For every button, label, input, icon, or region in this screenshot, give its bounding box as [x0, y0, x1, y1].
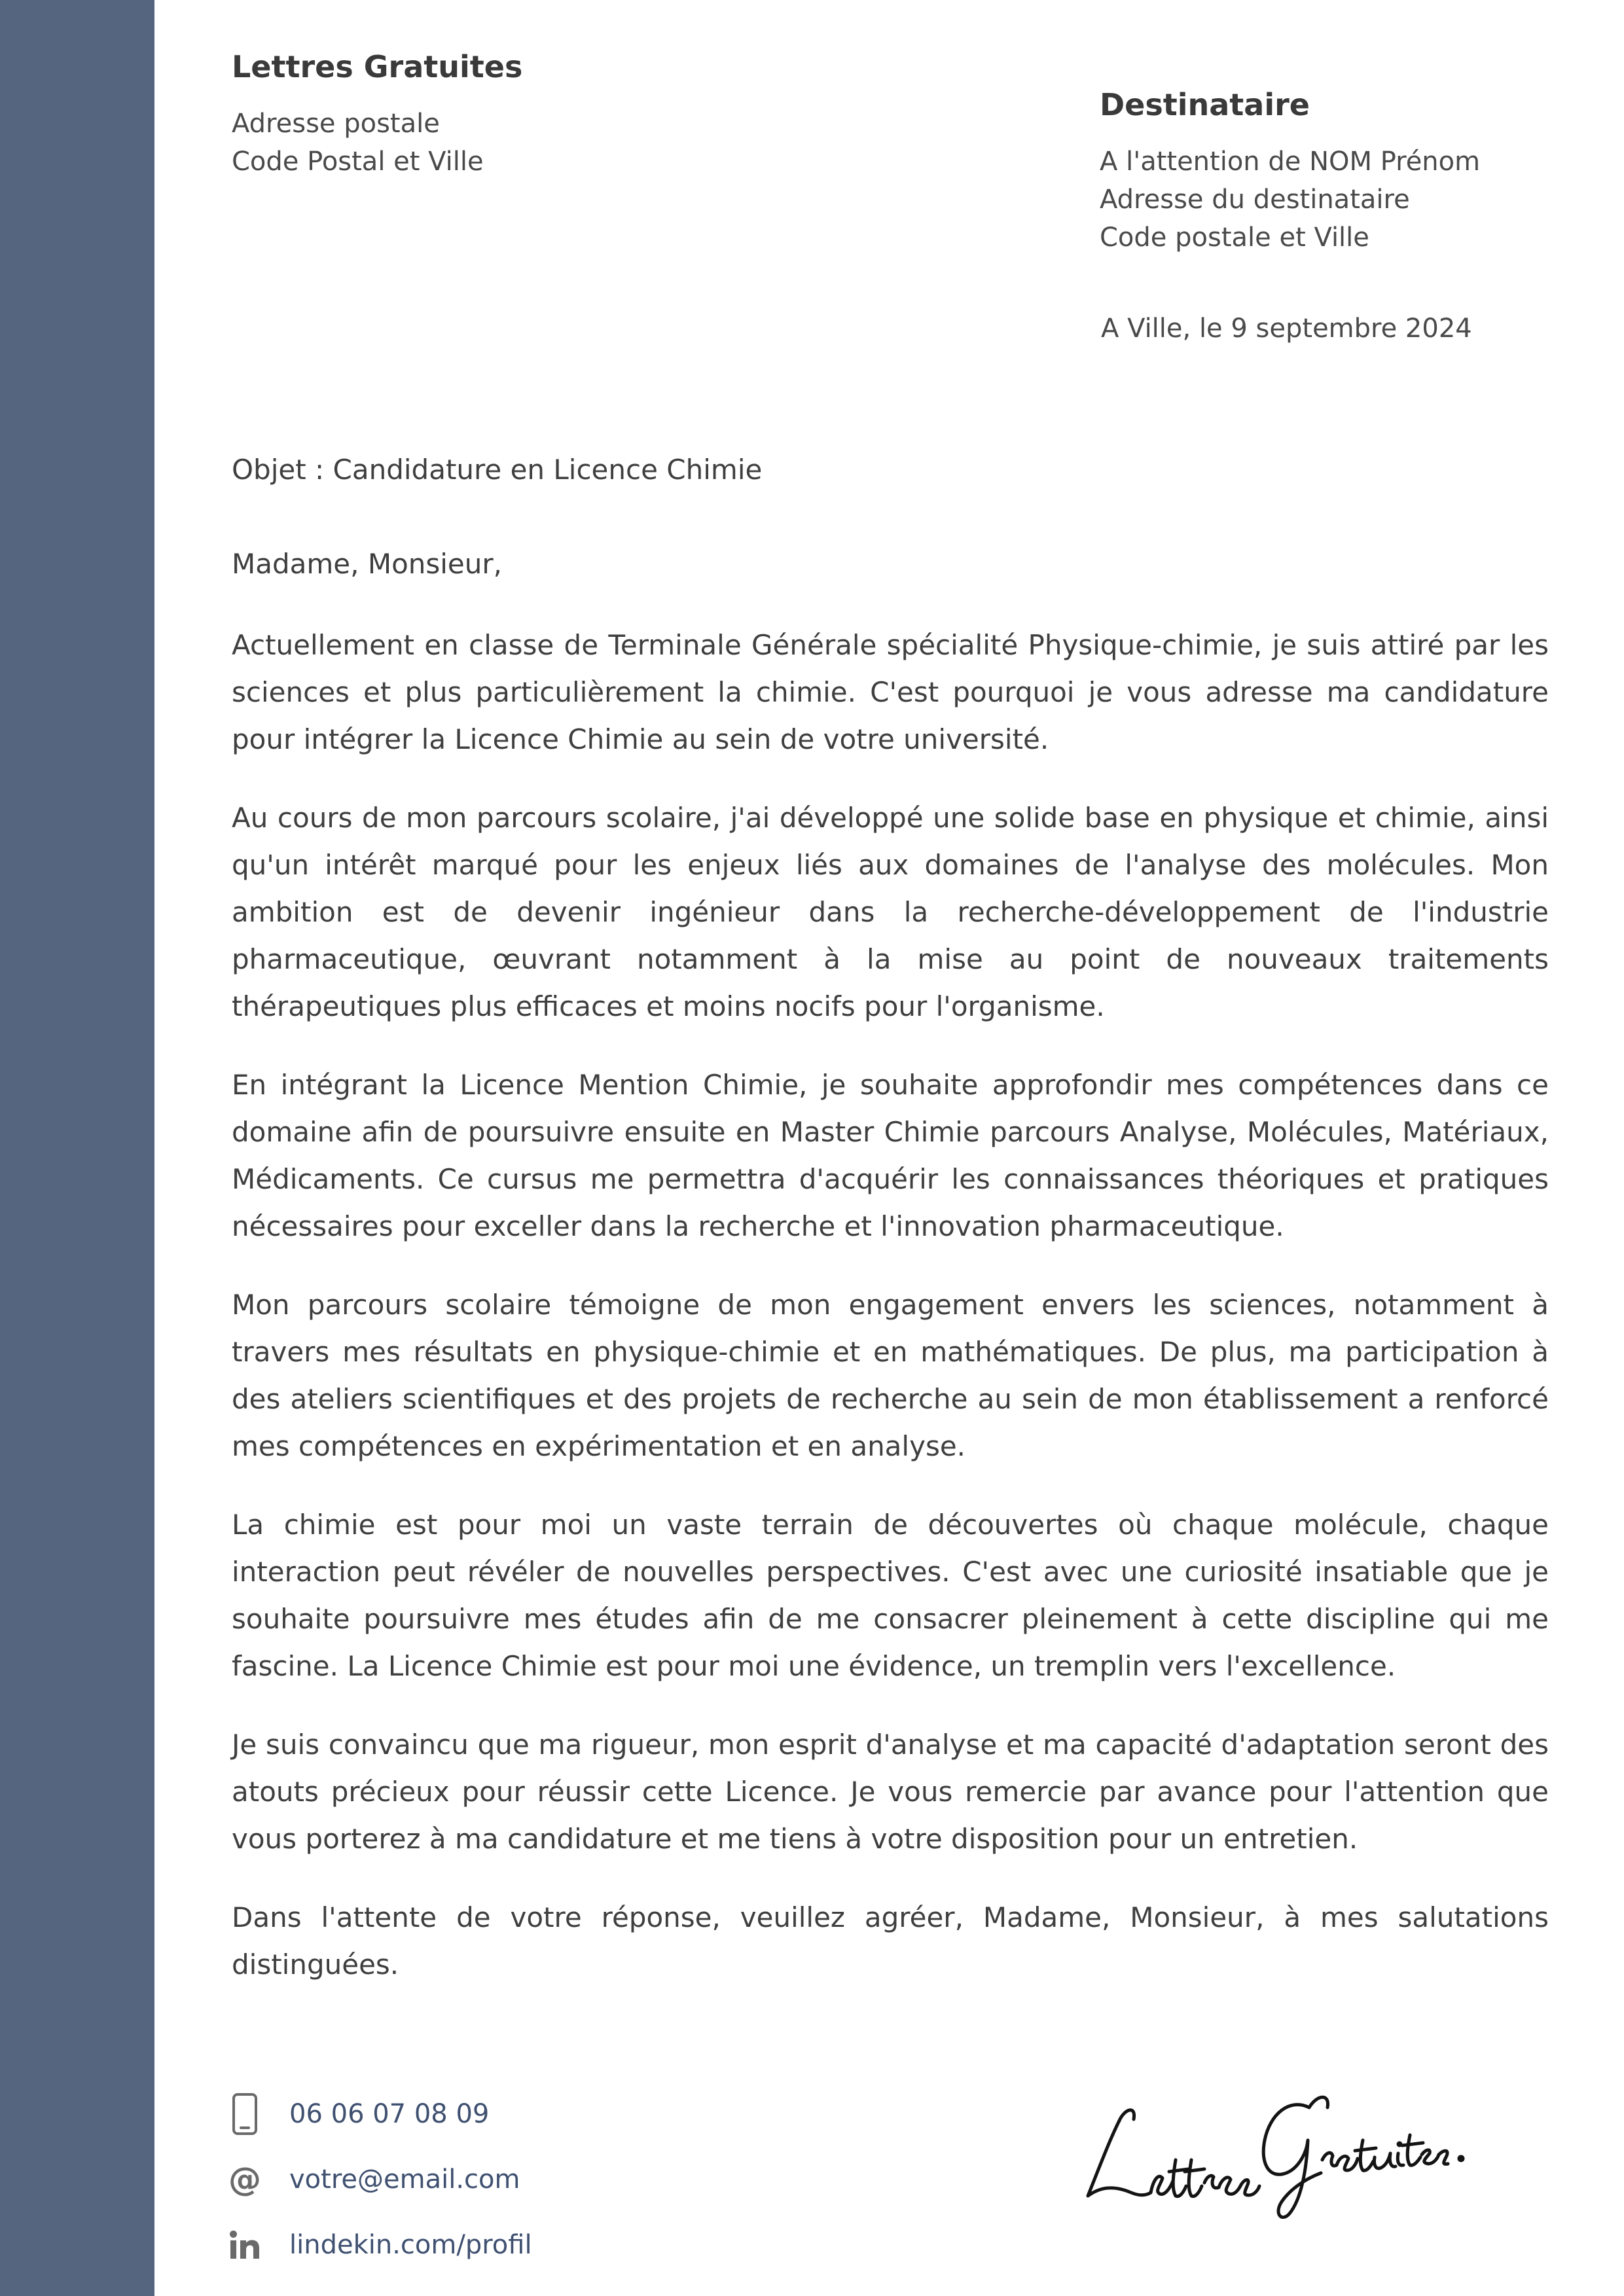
contact-phone: 06 06 07 08 09	[289, 2099, 490, 2129]
recipient-block	[1100, 84, 1597, 257]
recipient-line2: Adresse du destinataire	[1100, 185, 1410, 215]
contact-phone-row	[226, 2081, 532, 2147]
contact-block	[226, 2081, 532, 2278]
recipient-line1: A l'attention de NOM Prénom	[1100, 147, 1481, 177]
phone-icon	[226, 2093, 263, 2135]
sender-name: Lettres Gratuites	[232, 49, 523, 84]
sender-address-line2: Code Postal et Ville	[232, 147, 484, 177]
letter-greeting: Madame, Monsieur,	[232, 548, 503, 580]
body-paragraph-4: Mon parcours scolaire témoigne de mon engagement envers les sciences, notamment à travers mes résultats en physique-chimie et en mathématiques. De plus, ma participation à des ateliers scientifiques et des projets de recherche au sein de mon établissement a renforcé mes compétences en expérimentation et en analyse.	[232, 1289, 1549, 1462]
body-paragraph-5: La chimie est pour moi un vaste terrain de découvertes où chaque molécule, chaque interaction peut révéler de nouvelles perspectives. C'est avec une curiosité insatiable que je souhaite poursuivre mes études afin de me consacrer pleinement à cette discipline qui me fascine. La Licence Chimie est pour moi une évidence, un tremplin vers l'excellence.	[232, 1509, 1549, 1682]
at-icon: @	[228, 2161, 261, 2198]
body-paragraph-2: Au cours de mon parcours scolaire, j'ai développé une solide base en physique et chimie, ainsi qu'un intérêt marqué pour les enjeux liés aux domaines de l'analyse des molécules. Mon ambition est de devenir ingénieur dans la recherche-développement de l'industrie pharmaceutique, œuvrant notamment à la mise au point de nouveaux traitements thérapeutiques plus efficaces et moins nocifs pour l'organisme.	[232, 802, 1549, 1022]
sender-block	[232, 46, 821, 181]
body-paragraph-1: Actuellement en classe de Terminale Générale spécialité Physique-chimie, je suis attiré par les sciences et plus particulièrement la chimie. C'est pourquoi je vous adresse ma candidature pour intégrer la Licence Chimie au sein de votre université.	[232, 629, 1549, 755]
recipient-line3: Code postale et Ville	[1100, 223, 1369, 253]
sender-address-line1: Adresse postale	[232, 109, 440, 139]
body-paragraph-3: En intégrant la Licence Mention Chimie, je souhaite approfondir mes compétences dans ce domaine afin de poursuivre ensuite en Master Chimie parcours Analyse, Molécules, Matériaux, Médicaments. Ce cursus me permettra d'acquérir les connaissances théoriques et pratiques nécessaires pour exceller dans la recherche et l'innovation pharmaceutique.	[232, 1069, 1549, 1242]
signature-image	[1074, 2062, 1479, 2219]
contact-email[interactable]: votre@email.com	[289, 2164, 520, 2195]
contact-email-row	[226, 2147, 532, 2212]
body-paragraph-7: Dans l'attente de votre réponse, veuillez agréer, Madame, Monsieur, à mes salutations distinguées.	[232, 1901, 1549, 1981]
recipient-title: Destinataire	[1100, 87, 1310, 122]
linkedin-icon	[226, 2224, 263, 2266]
contact-linkedin[interactable]: lindekin.com/profil	[289, 2230, 532, 2260]
body-paragraph-6: Je suis convaincu que ma rigueur, mon esprit d'analyse et ma capacité d'adaptation seront des atouts précieux pour réussir cette Licence. Je vous remercie par avance pour l'attention que vous porterez à ma candidature et me tiens à votre disposition pour un entretien.	[232, 1729, 1549, 1855]
sidebar-band	[0, 0, 154, 2296]
letter-date: A Ville, le 9 septembre 2024	[1101, 314, 1472, 344]
letter-body	[232, 622, 1549, 2020]
letter-subject: Objet : Candidature en Licence Chimie	[232, 454, 763, 486]
contact-linkedin-row	[226, 2212, 532, 2278]
